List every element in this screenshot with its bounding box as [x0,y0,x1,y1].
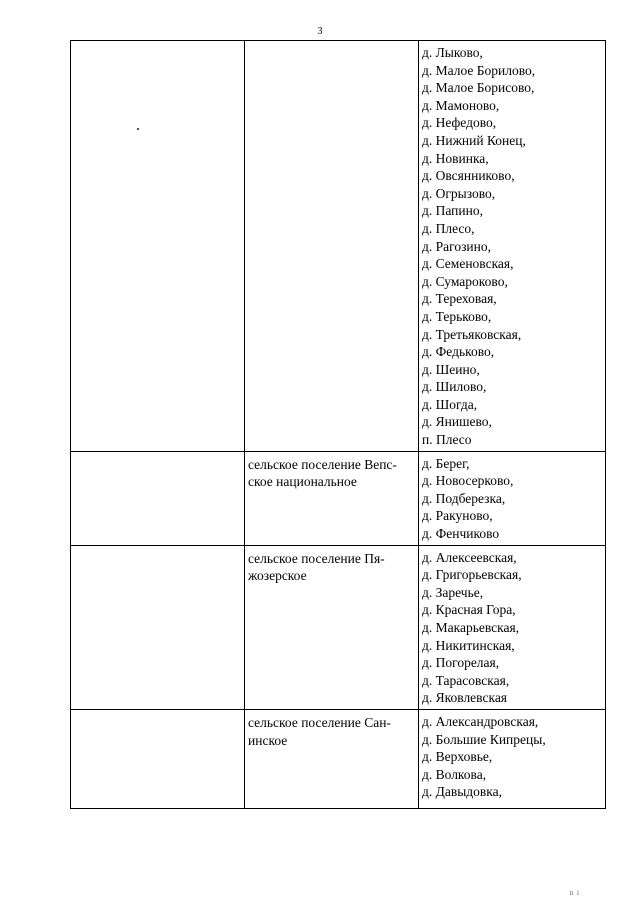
table-row [71,41,606,452]
village-item: д. Тарасовская, [422,672,510,688]
village-item: д. Семеновская, [422,256,514,272]
village-item: д. Тереховая, [422,291,497,307]
village-item: д. Третьяковская, [422,326,522,342]
villages-cell [419,709,606,808]
villages-cell [419,545,606,709]
village-item: д. Мамоново, [422,97,500,113]
village-item: д. Янишево, [422,414,492,430]
village-item: д. Шеино, [422,361,480,377]
village-item: д. Малое Борисово, [422,80,535,96]
table-body [71,41,606,809]
village-item: д. Алексеевская, [422,549,517,565]
village-item: д. Большие Кипрецы, [422,731,546,747]
village-item: д. Федьково, [422,344,495,360]
village-list [419,710,605,803]
village-list [419,546,605,709]
villages-cell [419,41,606,452]
village-item: д. Александровская, [422,713,539,729]
village-item: д. Малое Борилово, [422,62,536,78]
village-item: д. Подберезка, [422,490,506,506]
village-item: д. Григорьевская, [422,567,522,583]
settlements-table [70,40,606,809]
settlement-cell [245,709,419,808]
settlement-name [245,41,418,45]
village-item: д. Макарьевская, [422,620,520,635]
municipal-district-cell [71,451,245,545]
municipal-district-cell [71,545,245,709]
village-item: д. Огрызово, [422,185,496,201]
table-row [71,709,606,808]
village-item: д. Никитинская, [422,637,515,653]
villages-cell [419,451,606,545]
municipal-district-cell [71,41,245,452]
village-list [419,41,605,451]
village-list [419,452,605,545]
village-item: д. Давыдовка, [422,784,502,800]
village-item: д. Верховье, [422,749,493,765]
village-item: д. Рагозино, [422,238,491,254]
settlement-name: сельское поселение Сан-инское [248,714,391,748]
table-row [71,545,606,709]
village-item: д. Папино, [422,203,483,219]
village-item: д. Овсянниково, [422,168,515,184]
municipal-district-cell [71,709,245,808]
settlement-cell [245,451,419,545]
village-item: д. Шилово, [422,379,487,395]
village-item: п. Плесо [422,432,472,448]
village-item: д. Шогда, [422,396,478,412]
village-item: д. Ракуново, [422,508,493,524]
settlement-name: сельское поселение Пя-жозерское [248,550,385,584]
village-item: д. Новинка, [422,150,489,166]
village-item: д. Красная Гора, [422,602,516,618]
village-item: д. Фенчиково [422,526,500,542]
village-item: д. Лыково, [422,45,483,60]
page-number: 3 [317,26,323,37]
settlement-cell [245,41,419,452]
corner-mark: п і [569,889,580,897]
village-item: д. Заречье, [422,584,484,600]
village-item: д. Волкова, [422,766,487,782]
village-item: д. Яковлевская [422,690,508,706]
village-item: д. Плесо, [422,220,475,236]
village-item: д. Новосерково, [422,473,514,489]
table-row [71,451,606,545]
village-item: д. Берег, [422,455,470,471]
village-item: д. Нижний Конец, [422,132,526,148]
village-item: д. Сумароково, [422,273,508,289]
village-item: д. Нефедово, [422,115,497,131]
settlement-cell [245,545,419,709]
village-item: д. Погорелая, [422,655,500,671]
settlement-name: сельское поселение Вепс-ское национальное [248,456,397,490]
village-item: д. Терьково, [422,308,492,324]
